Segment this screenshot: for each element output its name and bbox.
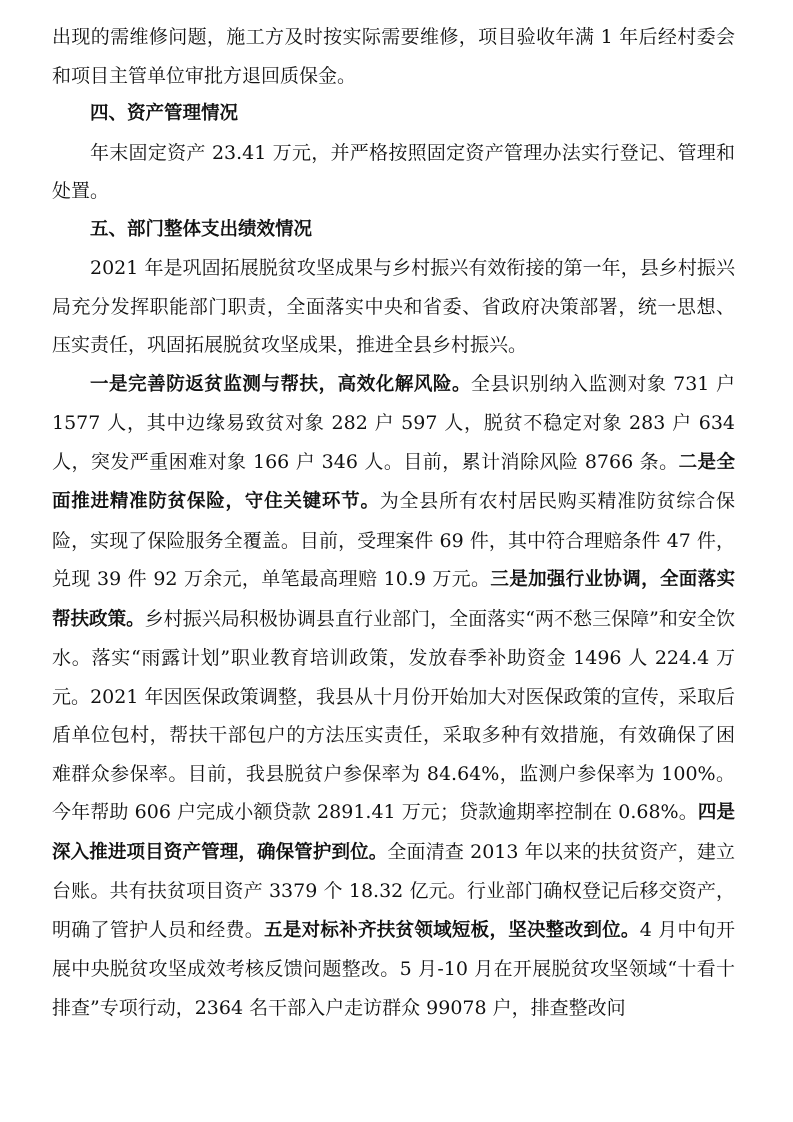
section-5-intro-paragraph: 2021 年是巩固拓展脱贫攻坚成果与乡村振兴有效衔接的第一年，县乡村振兴局充分发挥职能部门职责，全面落实中央和省委、省政府决策部署，统一思想、压实责任，巩固拓展脱贫攻坚成果，推进全县乡村振兴。 bbox=[52, 257, 735, 356]
section-4-paragraph: 年末固定资产 23.41 万元，并严格按照固定资产管理办法实行登记、管理和处置。 bbox=[52, 141, 735, 202]
section-5-heading: 五、部门整体支出绩效情况 bbox=[90, 218, 313, 240]
item-3-text: 乡村振兴局积极协调县直行业部门，全面落实“两不愁三保障”和安全饮水。落实“雨露计划”职业教育培训政策，发放春季补助资金 1496 人 224.4 万元。2021 年因医保政策调整，我县从十月份开始加大对医保政策的宣传，采取后盾单位包村，帮扶干部包户的方法压实责任，采取多种有效措施，有效确保了困难群众参保率。目前，我县脱贫户参保率为 84.64%，监测户参保率为 100%。今年帮助 606 户完成小额贷款 2891.41 万元；贷款逾期率控制在 0.68%。 bbox=[52, 607, 735, 823]
section-4-heading: 四、资产管理情况 bbox=[90, 103, 239, 124]
item-3-lead: 三是加强行业协调，全面落实帮扶政策。 bbox=[52, 569, 735, 630]
item-5-text: 4 月中旬开展中央脱贫攻坚成效考核反馈问题整改。5 月-10 月在开展脱贫攻坚领域“十看十排查”专项行动，2364 名干部入户走访群众 99078 户，排查整改问 bbox=[52, 918, 735, 1019]
item-4-lead: 四是深入推进项目资产管理，确保管护到位。 bbox=[52, 802, 735, 863]
item-2-text: 为全县所有农村居民购买精准防贫综合保险，实现了保险服务全覆盖。目前，受理案件 69 件，其中符合理赔条件 47 件，兑现 39 件 92 万余元，单笔最高理赔 10.9 万元。 bbox=[52, 490, 735, 590]
item-4-text: 全面清查 2013 年以来的扶贫资产，建立台账。共有扶贫项目资产 3379 个 18.32 亿元。行业部门确权登记后移交资产，明确了管护人员和经费。 bbox=[52, 840, 735, 941]
item-2-lead: 二是全面推进精准防贫保险，守住关键环节。 bbox=[52, 451, 735, 512]
section-5-items-paragraph bbox=[52, 365, 735, 1028]
continuation-paragraph: 出现的需维修问题，施工方及时按实际需要维修，项目验收年满 1 年后经村委会和项目主管单位审批方退回质保金。 bbox=[52, 26, 735, 87]
item-1-lead: 一是完善防返贫监测与帮扶，高效化解风险。 bbox=[90, 373, 472, 395]
item-1-text: 全县识别纳入监测对象 731 户 1577 人，其中边缘易致贫对象 282 户 597 人，脱贫不稳定对象 283 户 634 人，突发严重困难对象 166 户 346 人。目前，累计消除风险 8766 条。 bbox=[52, 372, 735, 473]
item-5-lead: 五是对标补齐扶贫领域短板，坚决整改到位。 bbox=[264, 919, 640, 941]
